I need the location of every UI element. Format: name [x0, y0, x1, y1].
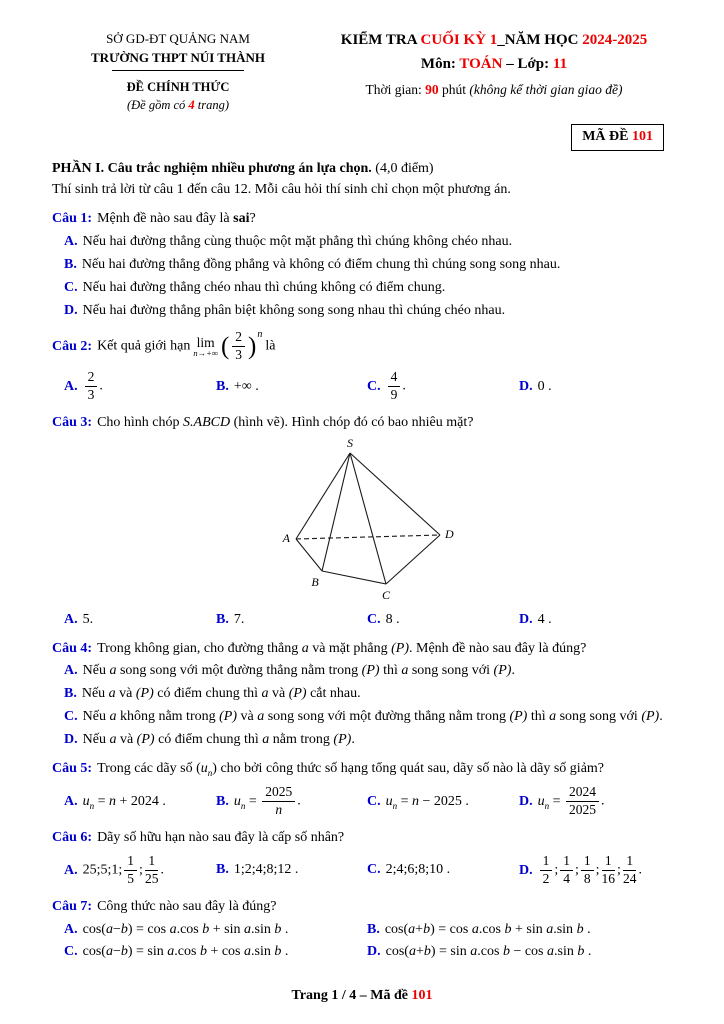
- question-1: [52, 209, 684, 320]
- school-block: [52, 30, 304, 114]
- question-1-text: [52, 209, 684, 229]
- option: [367, 792, 519, 813]
- option-punct: .: [160, 862, 164, 878]
- option-text: $u_n = n + 2024$ .: [82, 793, 166, 811]
- option-letter: A.: [64, 921, 78, 937]
- question-5-options: [64, 784, 684, 819]
- option-punct: .: [601, 794, 605, 810]
- question-5-text: [52, 759, 684, 780]
- option-letter: A.: [64, 611, 78, 627]
- question-2-stem-pre: Kết quả giới hạn: [97, 338, 191, 354]
- option-text: $u_n = n - 2025$ .: [385, 793, 469, 811]
- pages-count: 4: [188, 97, 195, 112]
- option-letter: D.: [64, 302, 78, 318]
- fraction: [85, 370, 98, 403]
- pyramid-figure: [278, 437, 458, 605]
- header: [52, 30, 684, 114]
- option: [367, 920, 684, 940]
- figure-wrap: [52, 437, 684, 605]
- option-text: Nếu a không nằm trong (P) và a song song với một đường thẳng nằm trong (P) thì a song song với (P).: [82, 709, 663, 725]
- question-2: [52, 329, 684, 403]
- time-note: (không kể thời gian giao đề): [469, 81, 623, 97]
- option-letter: C.: [367, 611, 381, 627]
- question-4-label: Câu 4:: [52, 640, 93, 656]
- numerator: 1: [623, 854, 637, 871]
- option-letter: C.: [367, 378, 381, 394]
- question-3-options: [64, 610, 684, 630]
- option: [367, 369, 519, 404]
- exponent: n: [257, 329, 263, 341]
- option-text: Nếu a và (P) có điểm chung thì a và (P) cắt nhau.: [81, 686, 361, 702]
- footer-exam-code: 101: [411, 988, 433, 1004]
- option-letter: A.: [64, 378, 78, 394]
- option-text: 1;2;4;8;12 .: [233, 862, 299, 878]
- option-text: $u_n$ =: [537, 794, 565, 811]
- option: [519, 784, 684, 819]
- question-6: [52, 828, 684, 888]
- option-letter: B.: [367, 921, 380, 937]
- option-letter: A.: [64, 862, 78, 878]
- page-footer: [0, 986, 724, 1006]
- vertex-b-label: B: [311, 574, 319, 589]
- vertex-c-label: C: [381, 587, 391, 602]
- option-text: 4 .: [537, 611, 552, 627]
- option-letter: D.: [64, 732, 78, 748]
- option: [52, 255, 684, 275]
- question-2-text: [52, 329, 684, 364]
- denominator: 4: [563, 870, 571, 886]
- option-letter: B.: [216, 378, 229, 394]
- part1-points: (4,0 điểm): [371, 161, 434, 177]
- option-letter: A.: [64, 793, 78, 809]
- separator: ;: [139, 862, 143, 878]
- fraction: [145, 854, 159, 887]
- question-4-stem: Trong không gian, cho đường thẳng a và mặt phẳng (P). Mệnh đề nào sau đây là đúng?: [97, 640, 587, 656]
- option: [52, 684, 684, 704]
- numerator: 1: [124, 854, 137, 871]
- exam-title-pre: KIỂM TRA: [340, 32, 421, 48]
- option: [367, 860, 519, 880]
- option-letter: B.: [216, 862, 229, 878]
- question-3-text: [52, 413, 684, 433]
- question-2-label: Câu 2:: [52, 338, 93, 354]
- fraction: [581, 854, 594, 887]
- subject-line: [304, 54, 684, 75]
- question-3-label: Câu 3:: [52, 414, 93, 430]
- denominator: n: [275, 802, 283, 818]
- time-pre: Thời gian:: [365, 81, 426, 97]
- option-text: Nếu a và (P) có điểm chung thì a nằm trong (P).: [82, 732, 355, 748]
- option-text: 5.: [82, 611, 94, 627]
- question-4: [52, 639, 684, 750]
- option-letter: D.: [519, 611, 533, 627]
- option-text: +∞ .: [233, 378, 259, 394]
- numerator: 1: [540, 854, 553, 871]
- time-mid: phút: [438, 81, 470, 97]
- option-letter: D.: [519, 862, 533, 878]
- vertex-d-label: D: [445, 526, 454, 541]
- subject-pre: Môn:: [420, 56, 460, 73]
- option-text: cos(a+b) = sin a.cos b − cos a.sin b .: [385, 944, 592, 960]
- option-text: Nếu hai đường thẳng cùng thuộc một mặt phẳng thì chúng không chéo nhau.: [82, 233, 513, 249]
- subject-name: TOÁN: [459, 56, 503, 73]
- numerator: 2: [232, 330, 245, 347]
- option: [216, 784, 367, 819]
- exam-code-box: [571, 124, 664, 151]
- lim-subscript: n→+∞: [193, 348, 218, 359]
- option-text: cos(a−b) = cos a.cos b + sin a.sin b .: [82, 921, 289, 937]
- option-letter: B.: [64, 686, 77, 702]
- option-letter: A.: [64, 233, 78, 249]
- option-letter: C.: [64, 279, 78, 295]
- subject-mid: – Lớp:: [502, 56, 553, 73]
- part1-instruction: Thí sinh trả lời từ câu 1 đến câu 12. Mỗi câu hỏi thí sinh chỉ chọn một phương án.: [52, 182, 511, 198]
- pages-note-pre: (Đề gồm có: [126, 97, 189, 112]
- denominator: 3: [87, 386, 95, 402]
- question-2-options: [64, 369, 684, 404]
- option-text: $u_n$ =: [233, 794, 261, 811]
- option: [52, 301, 684, 321]
- option-text: cos(a−b) = sin a.cos b + cos a.sin b .: [82, 944, 289, 960]
- option-letter: C.: [64, 944, 78, 960]
- question-6-options: [64, 853, 684, 888]
- option-letter: C.: [64, 709, 78, 725]
- exam-code-label: MÃ ĐỀ: [582, 129, 632, 145]
- separator: ;: [617, 862, 621, 878]
- school-name: TRƯỜNG THPT NÚI THÀNH: [91, 50, 265, 66]
- denominator: 9: [390, 386, 398, 402]
- option-punct: .: [638, 862, 642, 878]
- option: [519, 377, 684, 397]
- option-text: 7.: [233, 611, 245, 627]
- option: [216, 610, 367, 630]
- question-2-stem-post: là: [265, 338, 276, 354]
- pages-note: [52, 97, 304, 115]
- option-text: Nếu hai đường thẳng phân biệt không song song nhau thì chúng chéo nhau.: [82, 302, 506, 318]
- exam-term: CUỐI KỲ 1: [420, 32, 498, 48]
- option-text: Nếu hai đường thẳng chéo nhau thì chúng không có điểm chung.: [82, 279, 446, 295]
- open-paren: (: [220, 332, 230, 360]
- option-punct: .: [297, 794, 301, 810]
- fraction: [602, 854, 616, 887]
- fraction: [560, 854, 573, 887]
- numerator: 1: [581, 854, 594, 871]
- denominator: 16: [601, 870, 616, 886]
- question-4-text: [52, 639, 684, 659]
- option-text: 2;4;6;8;10 .: [385, 862, 451, 878]
- option-punct: .: [99, 378, 103, 394]
- exam-code-number: 101: [632, 129, 653, 145]
- separator: ;: [554, 862, 559, 878]
- question-6-label: Câu 6:: [52, 830, 93, 846]
- lim-symbol: [193, 336, 218, 358]
- close-paren: ): [248, 332, 257, 360]
- vertex-a-label: A: [282, 530, 290, 545]
- option-text: cos(a+b) = cos a.cos b + sin a.sin b .: [384, 921, 591, 937]
- option: [52, 232, 684, 252]
- option-text: 8 .: [385, 611, 400, 627]
- lim-word: lim: [196, 334, 215, 350]
- question-1-label: Câu 1:: [52, 211, 93, 227]
- question-5-label: Câu 5:: [52, 760, 93, 776]
- exam-code-row: [52, 124, 664, 151]
- numerator: 2024: [566, 785, 599, 802]
- limit-expression: [193, 329, 262, 364]
- question-1-stem: Mệnh đề nào sau đây là sai?: [97, 211, 256, 227]
- question-7-text: [52, 897, 684, 917]
- numerator: 2: [85, 370, 98, 387]
- option: [64, 369, 216, 404]
- denominator: 5: [127, 870, 135, 886]
- fraction: [566, 785, 599, 818]
- time-line: [304, 80, 684, 99]
- option: [367, 610, 519, 630]
- option-text: Nếu hai đường thẳng đồng phẳng và không có điểm chung thì chúng song song nhau.: [81, 256, 561, 272]
- option: [216, 377, 367, 397]
- question-7: [52, 897, 684, 963]
- school-year: 2024-2025: [582, 32, 648, 48]
- exam-info-block: [304, 30, 684, 114]
- option-text: 0 .: [537, 378, 552, 394]
- option-letter: B.: [216, 611, 229, 627]
- fraction: [623, 854, 637, 887]
- fraction: [388, 370, 401, 403]
- option: [519, 610, 684, 630]
- option: [52, 730, 684, 750]
- option: [52, 278, 684, 298]
- option-letter: A.: [64, 663, 78, 679]
- department-name: SỞ GD-ĐT QUẢNG NAM: [106, 31, 250, 46]
- option-text: Nếu a song song với một đường thẳng nằm trong (P) thì a song song với (P).: [82, 663, 515, 679]
- option-letter: D.: [519, 794, 533, 810]
- denominator: 24: [622, 870, 637, 886]
- numerator: 4: [388, 370, 401, 387]
- grade-number: 11: [552, 56, 568, 73]
- option: [367, 942, 684, 962]
- numerator: 1: [602, 854, 616, 871]
- option: [216, 860, 367, 880]
- exam-title: [304, 30, 684, 51]
- option: [64, 853, 216, 888]
- option: [64, 610, 216, 630]
- option-letter: B.: [216, 794, 229, 810]
- header-rule: [112, 70, 244, 71]
- option-letter: D.: [519, 378, 533, 394]
- denominator: 2: [542, 870, 550, 886]
- question-4-options: [52, 661, 684, 750]
- option: [52, 707, 684, 727]
- fraction: [262, 785, 295, 818]
- option: [64, 792, 216, 813]
- question-7-options: [64, 920, 684, 963]
- separator: ;: [575, 862, 579, 878]
- question-3: [52, 413, 684, 630]
- option-letter: C.: [367, 793, 381, 809]
- option-letter: C.: [367, 862, 381, 878]
- option: [519, 853, 684, 888]
- question-3-stem: Cho hình chóp S.ABCD (hình vẽ). Hình chóp đó có bao nhiêu mặt?: [97, 414, 474, 430]
- option: [64, 920, 367, 940]
- denominator: 2025: [569, 802, 597, 818]
- part1-heading-bold: PHẦN I. Câu trắc nghiệm nhiều phương án lựa chọn.: [52, 161, 372, 177]
- footer-text: Trang 1 / 4 – Mã đề: [291, 988, 412, 1004]
- question-5: [52, 759, 684, 819]
- denominator: 25: [144, 870, 159, 886]
- numerator: 1: [560, 854, 573, 871]
- option: [52, 661, 684, 681]
- question-1-options: [52, 232, 684, 321]
- question-5-stem: Trong các dãy số $(u_n)$ cho bởi công thức số hạng tổng quát sau, dãy số nào là dãy số giảm?: [97, 760, 605, 778]
- option-letter: B.: [64, 256, 77, 272]
- pages-note-post: trang): [194, 97, 230, 112]
- question-7-stem: Công thức nào sau đây là đúng?: [97, 898, 277, 914]
- numerator: 2025: [262, 785, 295, 802]
- question-6-text: [52, 828, 684, 848]
- option-letter: D.: [367, 944, 381, 960]
- option-punct: .: [402, 378, 406, 394]
- fraction: [232, 330, 245, 363]
- question-7-label: Câu 7:: [52, 898, 93, 914]
- official-exam-label: ĐỀ CHÍNH THỨC: [126, 79, 230, 94]
- option-text: 25;5;1;: [82, 862, 123, 878]
- fraction: [124, 854, 137, 887]
- duration: 90: [425, 81, 439, 97]
- numerator: 1: [145, 854, 159, 871]
- separator: ;: [595, 862, 600, 878]
- part1-heading: [52, 159, 684, 179]
- vertex-s-label: S: [347, 436, 353, 450]
- fraction: [540, 854, 553, 887]
- denominator: 3: [235, 347, 243, 363]
- denominator: 8: [583, 870, 591, 886]
- question-6-stem: Dãy số hữu hạn nào sau đây là cấp số nhân?: [97, 830, 345, 846]
- option: [64, 942, 367, 962]
- exam-title-mid: _NĂM HỌC: [497, 32, 583, 48]
